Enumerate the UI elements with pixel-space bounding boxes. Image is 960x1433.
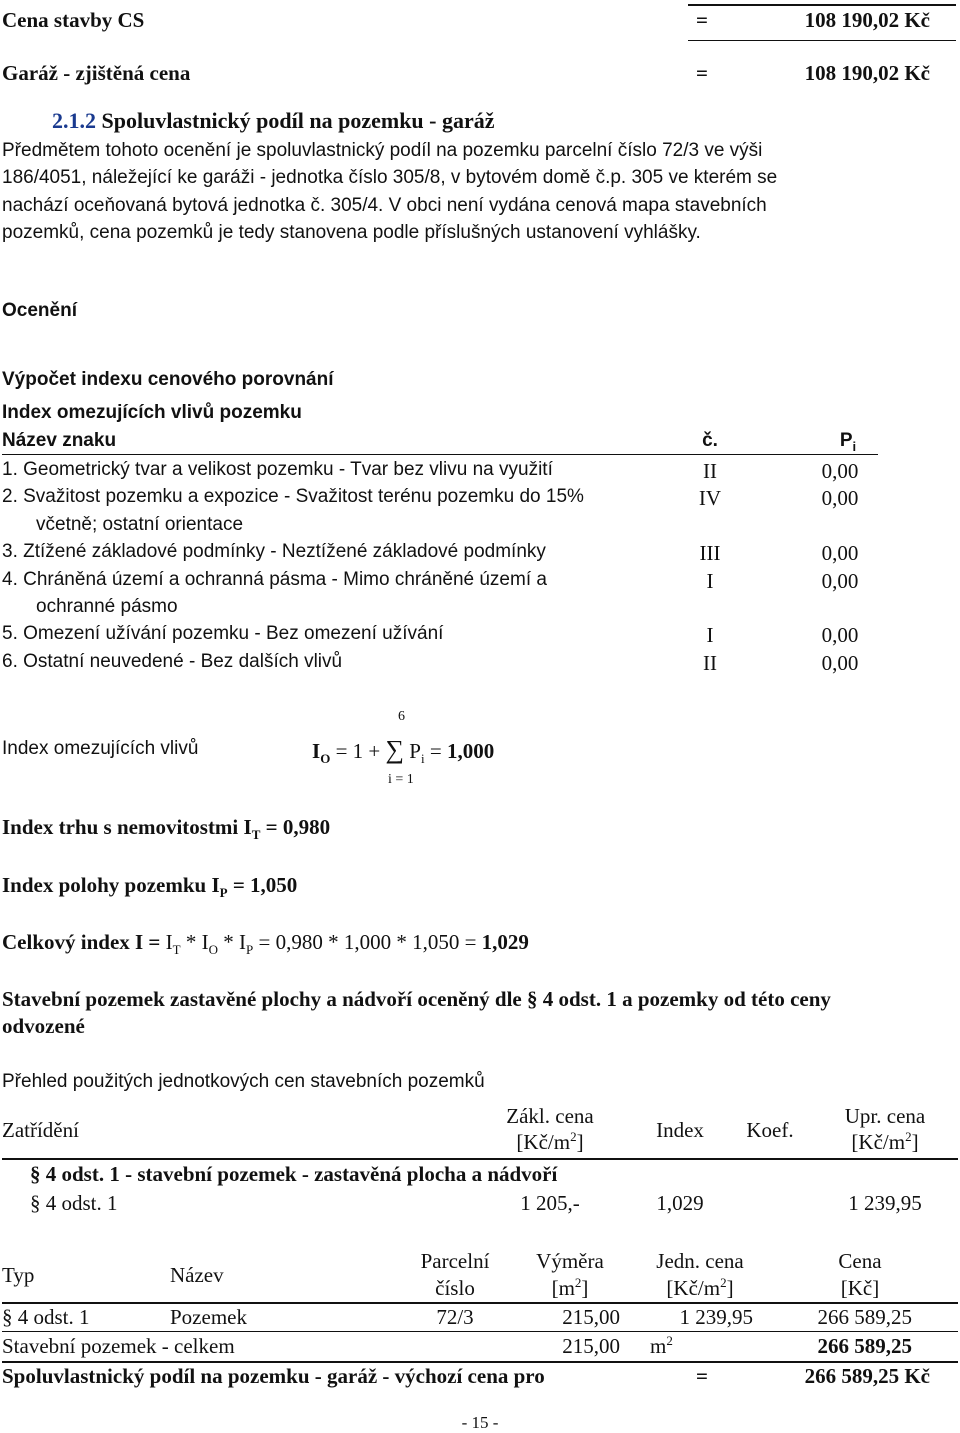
index-row-6-text: 6. Ostatní neuvedené - Bez dalších vlivů xyxy=(2,651,343,672)
index-row-1-text: 1. Geometrický tvar a velikost pozemku - Tvar bez vlivu na využití xyxy=(2,459,553,480)
final-h-cena-2: [Kč] xyxy=(840,1276,880,1300)
final-header-rule xyxy=(2,1302,958,1304)
index-row-1-c: II xyxy=(703,459,717,483)
price-row-upr: 1 239,95 xyxy=(848,1191,922,1215)
final-total-label: Stavební pozemek - celkem xyxy=(2,1334,235,1358)
index-row-4-text-2: ochranné pásmo xyxy=(36,596,178,617)
index-row-5-text: 5. Omezení užívání pozemku - Bez omezení užívání xyxy=(2,623,444,644)
final-result-label: Spoluvlastnický podíl na pozemku - garáž - výchozí cena pro xyxy=(2,1364,545,1388)
top-rule xyxy=(688,4,956,6)
index-table-header-c: č. xyxy=(702,430,718,451)
summary-value-2: 108 190,02 Kč xyxy=(804,61,930,85)
section-number: 2.1.2 xyxy=(52,108,96,133)
price-h-zakl-2: $[Kč/m^2]$ xyxy=(516,1129,584,1154)
final-h-parc-2: číslo xyxy=(435,1276,475,1300)
final-total-unit: $m^2$ xyxy=(650,1333,673,1358)
price-h-index: Index xyxy=(656,1118,704,1142)
final-row-rule xyxy=(2,1331,958,1332)
index-row-3-c: III xyxy=(699,541,721,565)
final-h-vym-2: $[m^2]$ xyxy=(551,1275,589,1300)
index-table-header-name: Název znaku xyxy=(2,430,117,451)
paragraph-line-4: pozemků, cena pozemků je tedy stanovena podle příslušných ustanovení vyhlášky. xyxy=(2,222,701,243)
final-h-nazev: Název xyxy=(170,1263,224,1287)
top-rule-2 xyxy=(688,40,956,41)
price-row-name: § 4 odst. 1 xyxy=(30,1191,118,1215)
price-group-label: § 4 odst. 1 - stavební pozemek - zastavěná plocha a nádvoří xyxy=(30,1162,558,1186)
price-h-upr-2: $[Kč/m^2]$ xyxy=(851,1129,919,1154)
index-row-3-p: 0,00 xyxy=(821,541,859,565)
price-h-koef: Koef. xyxy=(746,1118,794,1142)
final-h-vym-1: Výměra xyxy=(536,1249,604,1273)
final-result-eq: = xyxy=(696,1364,708,1388)
index-row-2-text-2: včetně; ostatní orientace xyxy=(36,514,244,535)
price-h-zakl-1: Zákl. cena xyxy=(506,1104,594,1128)
final-h-typ: Typ xyxy=(2,1263,35,1287)
paragraph-line-3: nachází oceňovaná bytová jednotka č. 305/4. V obci není vydána cenová mapa stavebních xyxy=(2,195,767,216)
final-total-vym: 215,00 xyxy=(562,1334,620,1358)
final-row-vym: 215,00 xyxy=(562,1305,620,1329)
oceneni-sub-1: Výpočet indexu cenového porovnání xyxy=(2,369,334,390)
page-number: - 15 - xyxy=(461,1413,499,1432)
final-h-cena-1: Cena xyxy=(838,1249,882,1273)
index-polohy: Index polohy pozemku $I_P = 1,050$ xyxy=(2,873,298,901)
summary-value-1: 108 190,02 Kč xyxy=(804,8,930,32)
index-row-1-p: 0,00 xyxy=(821,459,859,483)
index-row-5-p: 0,00 xyxy=(821,623,859,647)
summary-label-2: Garáž - zjištěná cena xyxy=(2,61,191,85)
paragraph-line-1: Předmětem tohoto ocenění je spoluvlastnický podíl na pozemku parcelní číslo 72/3 ve výši xyxy=(2,140,763,161)
summary-eq-1: = xyxy=(696,8,708,32)
final-row-cena: 266 589,25 xyxy=(817,1305,912,1329)
formula-upper-limit: 6 xyxy=(398,709,405,724)
price-h-upr-1: Upr. cena xyxy=(844,1104,926,1128)
final-result-value: 266 589,25 Kč xyxy=(804,1364,930,1388)
summary-eq-2: = xyxy=(696,61,708,85)
final-row-nazev: Pozemek xyxy=(170,1305,247,1329)
pozemek-heading-2: odvozené xyxy=(2,1014,85,1038)
formula-lower-limit: i = 1 xyxy=(388,772,414,787)
index-row-3-text: 3. Ztížené základové podmínky - Neztížené základové podmínky xyxy=(2,541,546,562)
pozemek-overview: Přehled použitých jednotkových cen stavebních pozemků xyxy=(2,1071,485,1092)
index-row-4-c: I xyxy=(706,569,714,593)
final-h-jc-2: $[Kč/m^2]$ xyxy=(666,1275,734,1300)
index-row-2-p: 0,00 xyxy=(821,486,859,510)
price-header-rule xyxy=(2,1158,958,1160)
index-row-5-c: I xyxy=(706,623,714,647)
sigma-icon: ∑ xyxy=(385,735,405,764)
price-h-zatrideni: Zatřídění xyxy=(2,1118,79,1142)
formula-expression: $I_O = 1$ + ∑ $P_i = 1,000$ xyxy=(312,735,495,767)
price-row-zakl: 1 205,- xyxy=(520,1191,580,1215)
oceneni-sub-2: Index omezujících vlivů pozemku xyxy=(2,402,302,423)
celkovy-index: Celkový index $I = I_T * I_O * I_P = 0,980 * 1,000 * 1,050 = 1,029$ xyxy=(2,930,529,958)
summary-label-1: Cena stavby CS xyxy=(2,8,145,32)
pozemek-heading-1: Stavební pozemek zastavěné plochy a nádvoří oceněný dle § 4 odst. 1 a pozemky od této ceny xyxy=(2,987,831,1011)
final-h-parc-1: Parcelní xyxy=(420,1249,490,1273)
index-trhu: Index trhu s nemovitostmi $I_T = 0,980$ xyxy=(2,815,331,843)
index-row-4-text: 4. Chráněná území a ochranná pásma - Mimo chráněné území a xyxy=(2,569,547,590)
final-row-jc: 1 239,95 xyxy=(679,1305,753,1329)
final-total-rule xyxy=(2,1361,958,1363)
index-table-header-rule xyxy=(2,454,878,455)
index-row-6-c: II xyxy=(703,651,717,675)
section-heading xyxy=(52,108,495,133)
index-row-2-c: IV xyxy=(698,486,722,510)
index-row-2-text: 2. Svažitost pozemku a expozice - Svažitost terénu pozemku do 15% xyxy=(2,486,584,507)
final-total-cena: 266 589,25 xyxy=(817,1334,912,1358)
price-row-index: 1,029 xyxy=(656,1191,704,1215)
final-row-parc: 72/3 xyxy=(436,1305,474,1329)
index-row-6-p: 0,00 xyxy=(821,651,859,675)
oceneni-heading: Ocenění xyxy=(2,300,77,321)
formula-label: Index omezujících vlivů xyxy=(2,738,199,759)
section-title: Spoluvlastnický podíl na pozemku - garáž xyxy=(101,108,495,133)
final-h-jc-1: Jedn. cena xyxy=(656,1249,744,1273)
paragraph-line-2: 186/4051, náležející ke garáži - jednotka číslo 305/8, v bytovém domě č.p. 305 ve kterém se xyxy=(2,167,778,188)
index-table-header-p: $P_i$ xyxy=(839,430,857,454)
index-row-4-p: 0,00 xyxy=(821,569,859,593)
final-row-typ: § 4 odst. 1 xyxy=(2,1305,90,1329)
